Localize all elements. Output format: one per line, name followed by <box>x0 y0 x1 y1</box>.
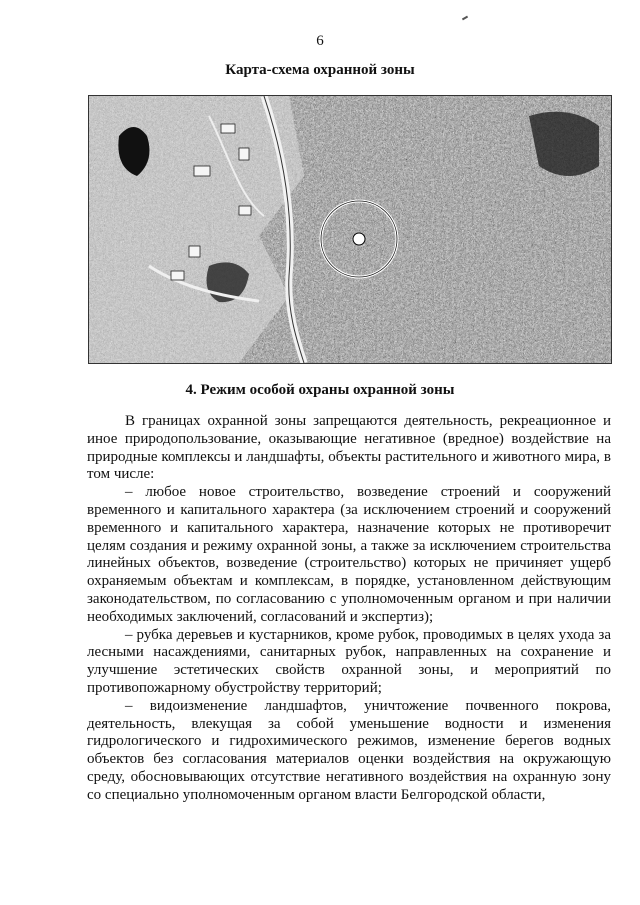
restriction-item: – любое новое строительство, возведение строений и сооружений временного и капитального характера (за исключением строений и сооружений временного и капитального характера, назначение которых не противоречит целям создания и режиму охранной зоны, а также за исключением строительства линейных объектов, возведение (строительство) которых не причиняет ущерб охраняемым объектам и комплексам, в порядке, установленном действующим законодательством, по согласованию с уполномоченным органом и при наличии необходимых заключений, согласований и экспертиз); <box>87 484 611 625</box>
page-number: 6 <box>316 33 324 49</box>
aerial-photo-map <box>89 96 611 363</box>
protected-object-marker <box>353 233 365 245</box>
restriction-item: – видоизменение ландшафтов, уничтожение почвенного покрова, деятельность, влекущая за собой уменьшение водности и изменения гидрологического и гидрохимического режимов, изменение берегов водных объектов без согласования материалов оценки воздействия на окружающую среду, обосновывающих отсутствие негативного воздействия на охранную зону со специально уполномоченным органом власти Белгородской области, <box>87 697 611 803</box>
restriction-item: – рубка деревьев и кустарников, кроме рубок, проводимых в целях ухода за лесными насаждениями, санитарных рубок, направленных на сохранение и улучшение эстетических свойств охранной зоны, и мероприятий по противопожарному обустройству территорий; <box>87 626 611 696</box>
map-title: Карта-схема охранной зоны <box>225 62 415 78</box>
body-text <box>87 413 611 805</box>
section-heading: 4. Режим особой охраны охранной зоны <box>185 382 455 398</box>
map-image <box>88 95 612 364</box>
scan-artifact <box>462 16 468 21</box>
intro-paragraph: В границах охранной зоны запрещаются деятельность, рекреационное и иное природопользование, оказывающие негативное (вредное) воздействие на природные комплексы и ландшафты, объекты растительного и животного мира, в том числе: <box>87 413 611 483</box>
